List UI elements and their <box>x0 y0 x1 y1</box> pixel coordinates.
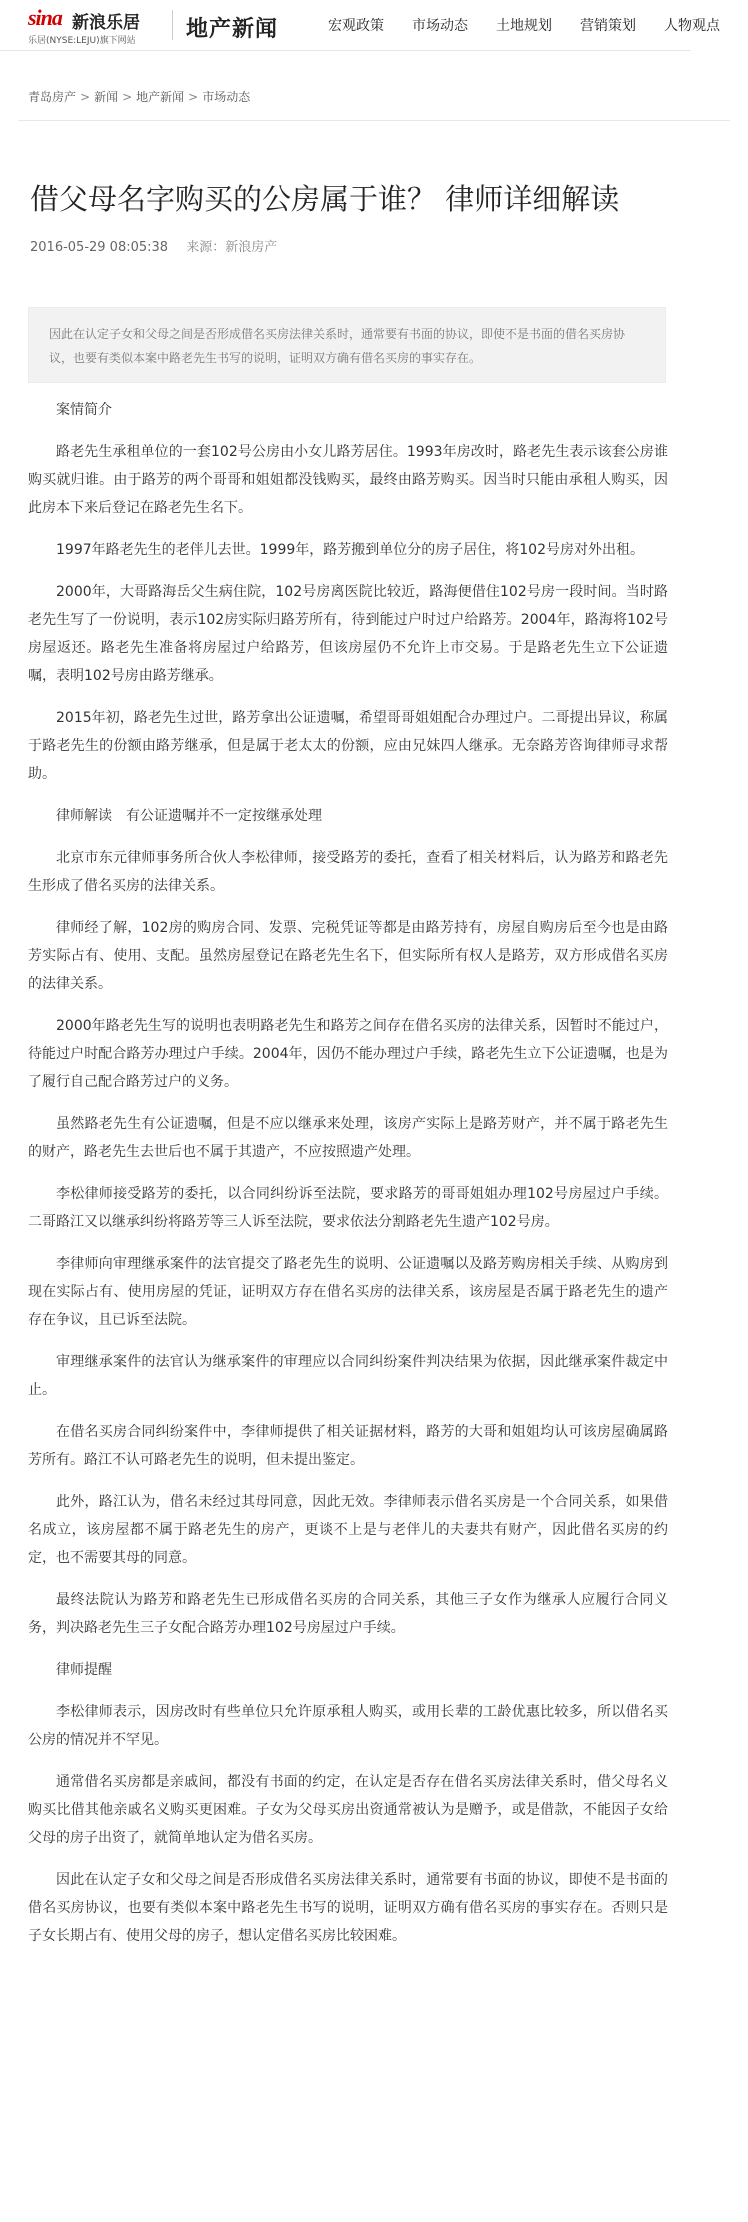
paragraph-spacer <box>28 1684 668 1698</box>
header-divider <box>172 10 173 40</box>
article-paragraph: 1997年路老先生的老伴儿去世。1999年，路芳搬到单位分的房子居住，将102号房对外出租。 <box>56 542 644 558</box>
breadcrumb-separator: > <box>188 90 199 104</box>
logo-subtitle: 乐居(NYSE:LEJU)旗下网站 <box>28 36 136 46</box>
article-paragraph: 2000年，大哥路海岳父生病住院，102号房离医院比较近，路海便借住102号房一段时间。当时路老先生写了一份说明，表示102房实际归路芳所有，待到能过户时过户给路芳。2004年，路海将102号房屋返还。路老先生准备将房屋过户给路芳，但该房屋仍不允许上市交易。于是路老先生立下公证遗嘱，表明102号房由路芳继承。 <box>28 584 668 684</box>
article-paragraph: 律师解读 有公证遗嘱并不一定按继承处理 <box>56 808 322 824</box>
article-paragraph: 北京市东元律师事务所合伙人李松律师，接受路芳的委托，查看了相关材料后，认为路芳和路老先生形成了借名买房的法律关系。 <box>28 850 668 894</box>
article-summary <box>28 307 666 383</box>
paragraph-spacer <box>28 564 668 578</box>
nav-item-market[interactable]: 市场动态 <box>412 18 468 34</box>
nav-item-marketing[interactable]: 营销策划 <box>580 18 636 34</box>
paragraph-spacer <box>28 1754 668 1768</box>
paragraph-spacer <box>28 788 668 802</box>
article-title: 借父母名字购买的公房属于谁？ 律师详细解读 <box>30 182 620 217</box>
article-paragraph: 虽然路老先生有公证遗嘱，但是不应以继承来处理，该房产实际上是路芳财产，并不属于路老先生的财产，路老先生去世后也不属于其遗产，不应按照遗产处理。 <box>28 1116 668 1160</box>
nav-item-people[interactable]: 人物观点 <box>664 18 720 34</box>
article-body <box>28 396 668 1950</box>
breadcrumb <box>28 88 250 105</box>
paragraph-spacer <box>28 522 668 536</box>
article-paragraph: 李律师向审理继承案件的法官提交了路老先生的说明、公证遗嘱以及路芳购房相关手续、从购房到现在实际占有、使用房屋的凭证，证明双方存在借名买房的法律关系，该房屋是否属于路老先生的遗产存在争议，且已诉至法院。 <box>28 1256 668 1328</box>
breadcrumb-news[interactable]: 新闻 <box>94 90 119 104</box>
article-paragraph: 律师经了解，102房的购房合同、发票、完税凭证等都是由路芳持有，房屋自购房后至今也是由路芳实际占有、使用、支配。虽然房屋登记在路老先生名下，但实际所有权人是路芳，双方形成借名买房的法律关系。 <box>28 920 668 992</box>
paragraph-spacer <box>28 424 668 438</box>
article-paragraph: 在借名买房合同纠纷案件中，李律师提供了相关证据材料，路芳的大哥和姐姐均认可该房屋确属路芳所有。路江不认可路老先生的说明，但未提出鉴定。 <box>28 1424 668 1468</box>
paragraph-spacer <box>28 830 668 844</box>
article-paragraph: 最终法院认为路芳和路老先生已形成借名买房的合同关系，其他三子女作为继承人应履行合同义务，判决路老先生三子女配合路芳办理102号房屋过户手续。 <box>28 1592 668 1636</box>
article-meta <box>30 236 277 255</box>
article-paragraph: 案情简介 <box>56 402 112 418</box>
breadcrumb-market[interactable]: 市场动态 <box>202 90 251 104</box>
article-paragraph: 李松律师表示，因房改时有些单位只允许原承租人购买，或用长辈的工龄优惠比较多，所以借名买公房的情况并不罕见。 <box>28 1704 668 1748</box>
paragraph-spacer <box>28 690 668 704</box>
paragraph-spacer <box>28 1474 668 1488</box>
article-paragraph: 2015年初，路老先生过世，路芳拿出公证遗嘱，希望哥哥姐姐配合办理过户。二哥提出异议，称属于路老先生的份额由路芳继承，但是属于老太太的份额，应由兄妹四人继承。无奈路芳咨询律师寻求帮助。 <box>28 710 668 782</box>
article-paragraph: 审理继承案件的法官认为继承案件的审理应以合同纠纷案件判决结果为依据，因此继承案件裁定中止。 <box>28 1354 668 1398</box>
leju-logo-text: 新浪乐居 <box>72 13 140 32</box>
nav-item-land[interactable]: 土地规划 <box>496 18 552 34</box>
paragraph-spacer <box>28 1236 668 1250</box>
article-paragraph: 律师提醒 <box>56 1662 112 1678</box>
publish-date: 2016-05-29 08:05:38 <box>30 240 169 255</box>
channel-title[interactable]: 地产新闻 <box>186 16 279 41</box>
article-paragraph: 2000年路老先生写的说明也表明路老先生和路芳之间存在借名买房的法律关系，因暂时不能过户，待能过户时配合路芳办理过户手续。2004年，因仍不能办理过户手续，路老先生立下公证遗嘱，也是为了履行自己配合路芳过户的义务。 <box>28 1018 668 1090</box>
nav-item-policy[interactable]: 宏观政策 <box>328 18 384 34</box>
paragraph-spacer <box>28 1096 668 1110</box>
paragraph-spacer <box>28 998 668 1012</box>
paragraph-spacer <box>28 900 668 914</box>
paragraph-spacer <box>28 1166 668 1180</box>
article-paragraph: 此外，路江认为，借名未经过其母同意，因此无效。李律师表示借名买房是一个合同关系，如果借名成立，该房屋都不属于路老先生的房产，更谈不上是与老伴儿的夫妻共有财产，因此借名买房的约定，也不需要其母的同意。 <box>28 1494 668 1566</box>
breadcrumb-divider <box>18 120 730 121</box>
sina-logo-text: sina <box>28 5 62 30</box>
breadcrumb-estate-news[interactable]: 地产新闻 <box>136 90 185 104</box>
paragraph-spacer <box>28 1334 668 1348</box>
site-header <box>0 0 720 51</box>
paragraph-spacer <box>28 1852 668 1866</box>
article-paragraph: 因此在认定子女和父母之间是否形成借名买房法律关系时，通常要有书面的协议，即使不是书面的借名买房协议，也要有类似本案中路老先生书写的说明，证明双方确有借名买房的事实存在。否则只是子女长期占有、使用父母的房子，想认定借名买房比较困难。 <box>28 1872 668 1944</box>
summary-text: 因此在认定子女和父母之间是否形成借名买房法律关系时，通常要有书面的协议，即使不是书面的借名买房协议，也要有类似本案中路老先生书写的说明，证明双方确有借名买房的事实存在。 <box>49 327 626 365</box>
article-paragraph: 路老先生承租单位的一套102号公房由小女儿路芳居住。1993年房改时，路老先生表示该套公房谁购买就归谁。由于路芳的两个哥哥和姐姐都没钱购买，最终由路芳购买。因当时只能由承租人购买，因此房本下来后登记在路老先生名下。 <box>28 444 668 516</box>
breadcrumb-separator: > <box>122 90 133 104</box>
paragraph-spacer <box>28 1572 668 1586</box>
article-source: 来源：新浪房产 <box>186 240 278 255</box>
article-paragraph: 李松律师接受路芳的委托，以合同纠纷诉至法院，要求路芳的哥哥姐姐办理102号房屋过户手续。二哥路江又以继承纠纷将路芳等三人诉至法院，要求依法分割路老先生遗产102号房。 <box>28 1186 668 1230</box>
paragraph-spacer <box>28 1404 668 1418</box>
sina-leju-logo[interactable] <box>28 5 160 47</box>
breadcrumb-separator: > <box>80 90 91 104</box>
article-paragraph: 通常借名买房都是亲戚间，都没有书面的约定，在认定是否存在借名买房法律关系时，借父母名义购买比借其他亲戚名义购买更困难。子女为父母买房出资通常被认为是赠予，或是借款，不能因子女给父母的房子出资了，就简单地认定为借名买房。 <box>28 1774 668 1846</box>
breadcrumb-qingdao[interactable]: 青岛房产 <box>28 90 77 104</box>
paragraph-spacer <box>28 1642 668 1656</box>
top-nav <box>328 15 748 35</box>
